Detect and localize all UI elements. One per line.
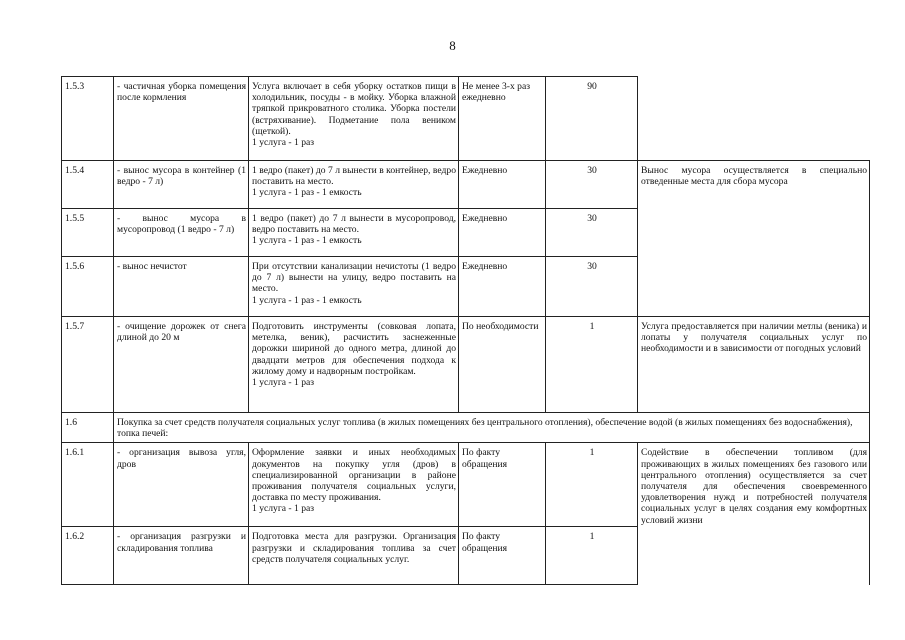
row-number: 1.5.3 — [62, 77, 114, 161]
description-text: Подготовка места для разгрузки. Организация разгрузки и складирования топлива за счет средств получателя социальных услуг. — [252, 531, 456, 565]
description-unit: 1 услуга - 1 раз — [252, 503, 315, 515]
service-frequency: Ежедневно — [459, 257, 546, 317]
row-number: 1.5.5 — [62, 209, 114, 257]
row-number: 1.5.7 — [62, 317, 114, 413]
description-text: 1 ведро (пакет) до 7 л вынести в мусоропровод, ведро поставить на место. — [252, 213, 456, 236]
page-number: 8 — [449, 38, 456, 53]
row-number: 1.5.4 — [62, 161, 114, 209]
description-text: Услуга включает в себя уборку остатков пищи в холодильник, посуды - в мойку. Уборка влажной тряпкой прикроватного столика. Уборка постели (встряхивание). Подметание пола веником (щеткой). — [252, 81, 456, 137]
service-frequency: Не менее 3-х раз ежедневно — [459, 77, 546, 161]
description-unit: 1 услуга - 1 раз - 1 емкость — [252, 294, 362, 306]
service-name: - вынос нечистот — [114, 257, 249, 317]
service-count: 30 — [546, 161, 638, 209]
service-description — [249, 161, 459, 209]
service-name: - частичная уборка помещения после кормления — [114, 77, 249, 161]
table-row — [62, 77, 870, 161]
service-frequency: По факту обращения — [459, 443, 546, 527]
description-text: При отсутствии канализации нечистоты (1 ведро до 7 л) вынести на улицу, ведро поставить на место. — [252, 261, 456, 295]
service-count: 30 — [546, 257, 638, 317]
service-description — [249, 527, 459, 585]
service-frequency: Ежедневно — [459, 161, 546, 209]
description-unit: 1 услуга - 1 раз - 1 емкость — [252, 187, 362, 199]
service-name: - вынос мусора в контейнер (1 ведро - 7 л) — [114, 161, 249, 209]
service-note: Вынос мусора осуществляется в специально отведенные места для сбора мусора — [638, 161, 870, 317]
table-row — [62, 317, 870, 413]
service-count: 90 — [546, 77, 638, 161]
service-name: - организация вывоза угля, дров — [114, 443, 249, 527]
service-count: 30 — [546, 209, 638, 257]
service-name: - организация разгрузки и складирования топлива — [114, 527, 249, 585]
section-title: Покупка за счет средств получателя социальных услуг топлива (в жилых помещениях без центрального отопления), обеспечение водой (в жилых помещениях без водоснабжения), топка печей: — [114, 413, 870, 443]
service-frequency: Ежедневно — [459, 209, 546, 257]
description-text: Подготовить инструменты (совковая лопата, метелка, веник), расчистить заснеженные дорожки шириной до одного метра, длиной до двадцати метров для обеспечения подхода к жилому дому и надворным постройкам. — [252, 321, 456, 377]
service-count: 1 — [546, 443, 638, 527]
service-description — [249, 77, 459, 161]
service-description — [249, 257, 459, 317]
section-number: 1.6 — [62, 413, 114, 443]
service-description — [249, 443, 459, 527]
description-text: Оформление заявки и иных необходимых документов на покупку угля (дров) в специализированной организации в районе проживания получателя социальных услуги, доставка по месту проживания. — [252, 447, 456, 504]
description-unit: 1 услуга - 1 раз - 1 емкость — [252, 235, 362, 247]
service-note — [638, 77, 870, 161]
row-number: 1.6.2 — [62, 527, 114, 585]
row-number: 1.6.1 — [62, 443, 114, 527]
service-count: 1 — [546, 317, 638, 413]
description-text: 1 ведро (пакет) до 7 л вынести в контейнер, ведро поставить на место. — [252, 165, 456, 188]
service-note: Услуга предоставляется при наличии метлы (веника) и лопаты у получателя социальных услуг по необходимости и в зависимости от погодных условий — [638, 317, 870, 413]
service-name: - вынос мусора в мусоропровод (1 ведро - 7 л) — [114, 209, 249, 257]
row-number: 1.5.6 — [62, 257, 114, 317]
table-row — [62, 443, 870, 527]
service-count: 1 — [546, 527, 638, 585]
service-description — [249, 317, 459, 413]
description-unit: 1 услуга - 1 раз — [252, 137, 315, 149]
service-note: Содействие в обеспечении топливом (для проживающих в жилых помещениях без газового или центрального отопления) осуществляется за счет получателя для обеспечения своевременного удовлетворения нужд и потребностей получателя социальных услуг в целях создания ему комфортных условий жизни — [638, 443, 870, 585]
service-description — [249, 209, 459, 257]
service-name: - очищение дорожек от снега длиной до 20 м — [114, 317, 249, 413]
section-row — [62, 413, 870, 443]
table-row — [62, 161, 870, 209]
service-frequency: По необходимости — [459, 317, 546, 413]
service-frequency: По факту обращения — [459, 527, 546, 585]
services-table — [61, 76, 870, 585]
description-unit: 1 услуга - 1 раз — [252, 377, 315, 389]
